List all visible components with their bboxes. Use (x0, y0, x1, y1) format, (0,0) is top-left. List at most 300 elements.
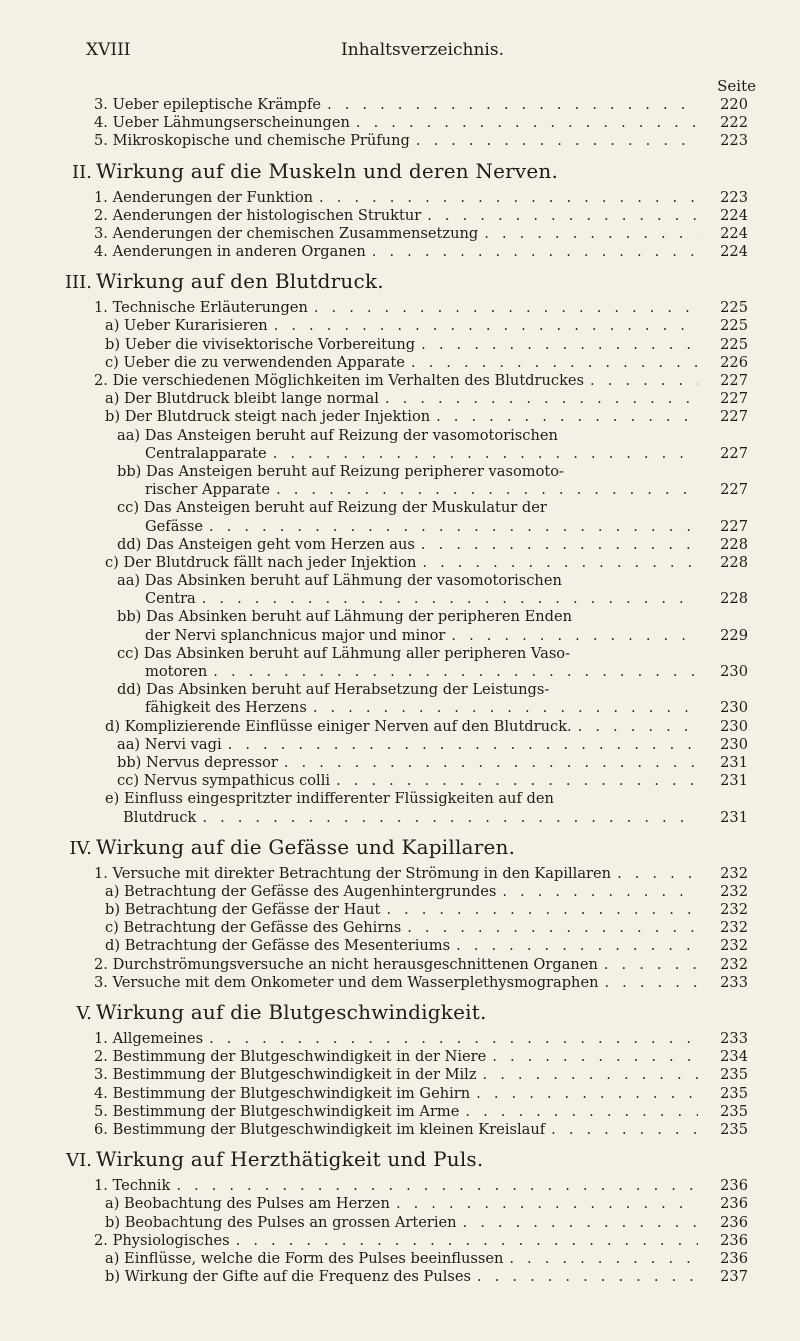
toc-entry-text: Das Ansteigen beruht auf Reizung der Muskulatur der (143, 499, 547, 517)
toc-entry-number: 1. (94, 299, 108, 317)
toc-page-number: 222 (720, 114, 748, 132)
dot-leader (421, 336, 698, 354)
toc-entry-line (94, 372, 756, 390)
toc-entry-label (105, 883, 502, 901)
toc-entry-label (105, 718, 578, 736)
toc-entry-number: dd) (117, 681, 142, 699)
toc-page-number: 223 (720, 132, 748, 150)
toc-entry-label (94, 114, 356, 132)
toc-entry-number: dd) (117, 535, 142, 553)
toc-entry-line (94, 132, 756, 150)
dot-leader (463, 1214, 698, 1232)
toc-entry (56, 1048, 756, 1066)
toc-entry-label (94, 974, 605, 992)
toc-entry-line (105, 390, 756, 408)
toc-entry-label (117, 608, 578, 626)
toc-entry-text: Das Ansteigen geht vom Herzen aus (146, 535, 415, 553)
toc-entry-number: a) (105, 390, 120, 408)
toc-entry-number: 1. (94, 1030, 108, 1048)
toc-entry-line (94, 1103, 756, 1121)
section-title: Wirkung auf die Muskeln und deren Nerven. (96, 158, 559, 183)
toc-entry-number: b) (105, 1268, 121, 1286)
toc-entry-label (94, 96, 327, 114)
toc-entry-number: d) (105, 937, 121, 955)
toc-entry-line (117, 445, 756, 463)
toc-entry-line (117, 481, 756, 499)
toc-entry (56, 790, 756, 826)
toc-page-number: 231 (720, 772, 748, 790)
dot-leader (209, 518, 698, 536)
toc-entry-label (94, 1048, 492, 1066)
toc-entry-continuation: Centralapparate (145, 444, 267, 462)
toc-entry (56, 901, 756, 919)
toc-entry-label (105, 354, 411, 372)
toc-entry-number: a) (105, 1195, 120, 1213)
dot-leader (327, 96, 698, 114)
toc-entry-label (94, 1103, 465, 1121)
toc-entry-number: 4. (94, 243, 108, 261)
toc-entry (56, 554, 756, 572)
toc-entry-continuation: Centra (145, 590, 196, 608)
toc-entry-text: Bestimmung der Blutgeschwindigkeit in der Niere (112, 1048, 487, 1066)
toc-entry-label (105, 919, 407, 937)
dot-leader (385, 390, 698, 408)
toc-page-number: 224 (720, 206, 748, 224)
toc-entry-number: bb) (117, 462, 142, 480)
toc-page-number: 225 (720, 335, 748, 353)
toc-page-number: 224 (720, 243, 748, 261)
dot-leader (386, 901, 698, 919)
toc-entry-line (105, 901, 756, 919)
toc-entry-label (94, 189, 319, 207)
toc-entry-number: 4. (94, 1084, 108, 1102)
toc-entry-label (94, 1085, 476, 1103)
toc-entry-continuation: fähigkeit des Herzens (145, 699, 307, 717)
toc-entry-text: Durchströmungsversuche an nicht herausgeschnittenen Organen (112, 955, 598, 973)
toc-entry-text: Ueber Kurarisieren (124, 317, 268, 335)
toc-entry-number: 2. (94, 1231, 108, 1249)
toc-entry-line (117, 590, 756, 608)
toc-page-number: 227 (720, 444, 748, 462)
toc-page-number: 235 (720, 1084, 748, 1102)
dot-leader (617, 865, 698, 883)
toc-entry-label (105, 554, 422, 572)
toc-entry-text: Der Blutdruck bleibt lange normal (124, 390, 379, 408)
toc-entry-text: Beobachtung des Pulses an grossen Arterien (124, 1213, 457, 1231)
toc-entry-number: c) (105, 919, 119, 937)
dot-leader (476, 1085, 698, 1103)
toc-entry-line (105, 919, 756, 937)
toc-entry-number: 2. (94, 206, 108, 224)
running-head (86, 40, 730, 66)
toc-entry-text: Einflüsse, welche die Form des Pulses beeinflussen (124, 1249, 504, 1267)
toc-entry-text: Nervus depressor (146, 753, 278, 771)
toc-entry-line (94, 189, 756, 207)
dot-leader (336, 772, 698, 790)
toc-entry (56, 1250, 756, 1268)
toc-entry (56, 189, 756, 207)
toc-entry (56, 1195, 756, 1213)
toc-entry-number: b) (105, 1213, 121, 1231)
toc-entry-text: Mikroskopische und chemische Prüfung (112, 132, 410, 150)
toc-entry-line (94, 299, 756, 317)
dot-leader (236, 1232, 698, 1250)
toc-page-number: 234 (720, 1048, 748, 1066)
toc-entry-label (117, 427, 564, 445)
toc-page-number: 227 (720, 390, 748, 408)
section-title: Wirkung auf Herzthätigkeit und Puls. (96, 1147, 484, 1172)
section-title: Wirkung auf die Blutgeschwindigkeit. (96, 1000, 487, 1025)
toc-entry-text: Das Ansteigen beruht auf Reizung der vasomotorischen (144, 426, 558, 444)
toc-page-number: 224 (720, 224, 748, 242)
toc-page-number: 228 (720, 553, 748, 571)
toc-entry-line (117, 499, 756, 517)
toc-page-number: 232 (720, 955, 748, 973)
toc-entry (56, 408, 756, 426)
toc-entry (56, 865, 756, 883)
toc-entry (56, 1085, 756, 1103)
toc-entry-number: 5. (94, 132, 108, 150)
toc-entry-line (105, 1214, 756, 1232)
toc-entry-number: 3. (94, 1066, 108, 1084)
dot-leader (477, 1268, 698, 1286)
toc-entry-label (117, 736, 228, 754)
toc-page-number: 230 (720, 735, 748, 753)
toc-page-number: 229 (720, 626, 748, 644)
dot-leader (274, 317, 698, 335)
dot-leader (372, 243, 698, 261)
toc-entry-label (94, 207, 427, 225)
seite-column-label: Seite (717, 77, 756, 95)
toc-page-number: 228 (720, 590, 748, 608)
toc-entry-label (105, 390, 385, 408)
toc-entry-label (117, 499, 553, 517)
toc-entry-line (105, 883, 756, 901)
toc-entry-line (117, 463, 756, 481)
toc-entry-number: 1. (94, 188, 108, 206)
toc-page-number: 227 (720, 517, 748, 535)
toc-entry-line (117, 754, 756, 772)
toc-entry (56, 1066, 756, 1084)
toc-entry-line (117, 736, 756, 754)
toc-entry-label (117, 572, 568, 590)
toc-entry (56, 1214, 756, 1232)
toc-entry-text: Betrachtung der Gefässe des Gehirns (123, 919, 402, 937)
toc-entry-line (105, 1195, 756, 1213)
toc-entry-line (105, 790, 756, 808)
toc-entry-number: a) (105, 882, 120, 900)
dot-leader (509, 1250, 698, 1268)
dot-leader (604, 956, 698, 974)
toc-entry-line (105, 336, 756, 354)
dot-leader (483, 1066, 698, 1084)
dot-leader (605, 974, 699, 992)
toc-entry (56, 114, 756, 132)
toc-entry-number: 4. (94, 114, 108, 132)
toc-entry-text: Der Blutdruck steigt nach jeder Injektion (124, 408, 431, 426)
dot-leader (451, 627, 698, 645)
toc-entry-number: c) (105, 553, 119, 571)
toc-entry-number: aa) (117, 735, 141, 753)
section-roman-numeral: IV. (69, 837, 92, 859)
toc-entry-line (117, 627, 756, 645)
toc-entry-text: Betrachtung der Gefässe des Augenhintergrundes (124, 882, 497, 900)
section-title: Wirkung auf den Blutdruck. (96, 269, 384, 294)
toc-entry-text: Aenderungen in anderen Organen (112, 243, 366, 261)
toc-entry-label (105, 1250, 509, 1268)
section-heading (56, 835, 756, 865)
toc-entry-text: Der Blutdruck fällt nach jeder Injektion (123, 553, 417, 571)
section-heading (56, 1000, 756, 1030)
toc-page-number: 225 (720, 299, 748, 317)
toc-entry-line (105, 718, 756, 736)
toc-entry-number: b) (105, 408, 121, 426)
toc-entry-text: Komplizierende Einflüsse einiger Nerven auf den Blutdruck. (124, 717, 572, 735)
toc-entry-text: Das Ansteigen beruht auf Reizung peripherer vasomoto- (146, 462, 564, 480)
toc-entry (56, 1232, 756, 1250)
toc-entry (56, 681, 756, 717)
toc-entry-continuation: Gefässe (145, 517, 204, 535)
toc-entry-text: Aenderungen der chemischen Zusammensetzung (112, 224, 479, 242)
toc-page-number: 227 (720, 408, 748, 426)
toc-entry (56, 243, 756, 261)
section-roman-numeral: VI. (66, 1150, 92, 1172)
toc-entry-number: bb) (117, 753, 142, 771)
toc-entry-text: Nervus sympathicus colli (143, 772, 331, 790)
section-heading (56, 1147, 756, 1177)
toc-entry-label (105, 1268, 477, 1286)
toc-entry-label (94, 1030, 209, 1048)
toc-entry-text: Ueber epileptische Krämpfe (112, 95, 322, 113)
toc-entry (56, 736, 756, 754)
toc-page-number: 227 (720, 372, 748, 390)
toc-entry-line (105, 318, 756, 336)
toc-entry (56, 883, 756, 901)
toc-entry-label (94, 1177, 176, 1195)
toc-entry (56, 132, 756, 150)
toc-entry (56, 354, 756, 372)
toc-page-number: 223 (720, 188, 748, 206)
toc-entry-text: Bestimmung der Blutgeschwindigkeit in der Milz (112, 1066, 477, 1084)
dot-leader (276, 481, 698, 499)
toc-entry-text: Aenderungen der Funktion (112, 188, 313, 206)
toc-entry-line (105, 554, 756, 572)
toc-entry-text: Das Absinken beruht auf Lähmung aller peripheren Vaso- (143, 644, 571, 662)
toc-entry-line (94, 865, 756, 883)
toc-entry-label (94, 225, 484, 243)
dot-leader (213, 663, 698, 681)
toc-entry-line (117, 518, 756, 536)
toc-entry-line (94, 96, 756, 114)
toc-page-number: 233 (720, 1030, 748, 1048)
toc-entry (56, 938, 756, 956)
toc-entry (56, 645, 756, 681)
toc-page-number: 231 (720, 753, 748, 771)
toc-entry-line (117, 681, 756, 699)
toc-entry (56, 499, 756, 535)
toc-entry-text: Aenderungen der histologischen Struktur (112, 206, 422, 224)
dot-leader (202, 809, 698, 827)
dot-leader (590, 372, 698, 390)
toc-entry-text: Wirkung der Gifte auf die Frequenz des Pulses (124, 1268, 472, 1286)
toc-entry-label (94, 1232, 236, 1250)
toc-entry-continuation: der Nervi splanchnicus major und minor (145, 626, 446, 644)
toc-entry-number: cc) (117, 644, 140, 662)
toc-page-number: 226 (720, 353, 748, 371)
section-title: Wirkung auf die Gefässe und Kapillaren. (96, 834, 516, 859)
toc-entry-line (117, 699, 756, 717)
toc-page-number: 230 (720, 717, 748, 735)
toc-entry-label (105, 408, 436, 426)
toc-page-number: 232 (720, 882, 748, 900)
toc-entry-text: Betrachtung der Gefässe des Mesenteriums (124, 937, 451, 955)
toc-entry-text: Das Absinken beruht auf Herabsetzung der Leistungs- (146, 681, 550, 699)
toc-entry-text: Das Absinken beruht auf Lähmung der peripheren Enden (146, 608, 572, 626)
toc-entry (56, 609, 756, 645)
dot-leader (427, 207, 698, 225)
toc-entry-number: bb) (117, 608, 142, 626)
toc-entry-continuation: Blutdruck (123, 808, 197, 826)
toc-entry-number: d) (105, 717, 121, 735)
toc-entry (56, 772, 756, 790)
toc-entry-label (117, 681, 555, 699)
toc-entry-line (94, 243, 756, 261)
toc-entry-line (105, 1268, 756, 1286)
toc-entry-number: 6. (94, 1120, 108, 1138)
toc-entry (56, 463, 756, 499)
dot-leader (209, 1030, 698, 1048)
toc-entry-line (105, 354, 756, 372)
toc-entry-text: Technik (112, 1177, 171, 1195)
toc-entry-line (94, 1121, 756, 1139)
running-title: Inhaltsverzeichnis. (341, 40, 504, 60)
toc-entry-line (117, 663, 756, 681)
toc-entry-text: Ueber die zu verwendenden Apparate (123, 353, 405, 371)
toc-entry-text: Betrachtung der Gefässe der Haut (124, 901, 381, 919)
toc-entry (56, 1121, 756, 1139)
toc-entry-continuation: motoren (145, 663, 208, 681)
dot-leader (456, 937, 698, 955)
dot-leader (421, 536, 698, 554)
dot-leader (502, 883, 698, 901)
toc-entry (56, 390, 756, 408)
toc-page-number: 232 (720, 937, 748, 955)
toc-entry-line (94, 1066, 756, 1084)
toc-entry-number: c) (105, 353, 119, 371)
toc-page-number: 232 (720, 901, 748, 919)
toc-entry-number: 3. (94, 973, 108, 991)
toc-entry-text: Die verschiedenen Möglichkeiten im Verhalten des Blutdruckes (112, 372, 585, 390)
toc-page-number: 232 (720, 919, 748, 937)
toc-entry-label (94, 865, 617, 883)
toc-page-number: 236 (720, 1249, 748, 1267)
toc-entry-number: 1. (94, 864, 108, 882)
table-of-contents (56, 96, 756, 1286)
toc-entry-line (117, 609, 756, 627)
dot-leader (176, 1177, 698, 1195)
toc-entry-number: cc) (117, 772, 140, 790)
toc-entry (56, 96, 756, 114)
section-roman-numeral: II. (72, 161, 92, 183)
dot-leader (484, 225, 698, 243)
toc-entry-text: Das Absinken beruht auf Lähmung der vasomotorischen (144, 572, 562, 590)
toc-entry-number: a) (105, 317, 120, 335)
toc-entry (56, 1030, 756, 1048)
toc-page-number: 236 (720, 1231, 748, 1249)
dot-leader (416, 132, 698, 150)
toc-entry (56, 718, 756, 736)
toc-entry (56, 754, 756, 772)
toc-entry-number: aa) (117, 426, 141, 444)
toc-entry-label (94, 956, 604, 974)
toc-entry-text: Bestimmung der Blutgeschwindigkeit im Arme (112, 1102, 460, 1120)
toc-entry (56, 372, 756, 390)
toc-page-number: 227 (720, 481, 748, 499)
dot-leader (436, 408, 698, 426)
dot-leader (228, 736, 698, 754)
toc-entry-line (94, 1085, 756, 1103)
toc-entry-text: Allgemeines (112, 1030, 204, 1048)
toc-page-number: 236 (720, 1213, 748, 1231)
dot-leader (273, 445, 698, 463)
toc-entry-line (117, 536, 756, 554)
toc-entry (56, 318, 756, 336)
toc-entry-text: Versuche mit direkter Betrachtung der Strömung in den Kapillaren (112, 864, 612, 882)
toc-page-number: 228 (720, 535, 748, 553)
toc-entry (56, 919, 756, 937)
dot-leader (578, 718, 698, 736)
toc-entry-text: Ueber die vivisektorische Vorbereitung (124, 335, 416, 353)
toc-entry-line (94, 1030, 756, 1048)
toc-page-number: 230 (720, 699, 748, 717)
toc-entry-number: b) (105, 335, 121, 353)
toc-entry (56, 225, 756, 243)
toc-entry-number: a) (105, 1249, 120, 1267)
toc-entry-label (105, 1214, 463, 1232)
toc-entry-label (94, 372, 590, 390)
toc-entry-line (94, 1177, 756, 1195)
toc-entry-line (105, 938, 756, 956)
dot-leader (411, 354, 698, 372)
toc-entry-line (117, 427, 756, 445)
section-roman-numeral: III. (64, 272, 92, 294)
toc-entry-label (105, 790, 560, 808)
toc-entry-line (117, 772, 756, 790)
toc-entry-label (117, 772, 336, 790)
toc-entry-line (94, 207, 756, 225)
dot-leader (314, 299, 698, 317)
toc-entry-label (105, 901, 386, 919)
toc-entry-label (117, 754, 284, 772)
toc-page-number: 235 (720, 1120, 748, 1138)
toc-page-number: 220 (720, 95, 748, 113)
toc-page-number: 235 (720, 1102, 748, 1120)
toc-entry-line (117, 645, 756, 663)
toc-entry-text: Physiologisches (112, 1231, 230, 1249)
toc-entry-label (94, 243, 372, 261)
dot-leader (319, 189, 698, 207)
toc-entry-number: 3. (94, 95, 108, 113)
dot-leader (465, 1103, 698, 1121)
toc-entry-label (94, 1121, 551, 1139)
dot-leader (313, 699, 698, 717)
toc-entry-number: 3. (94, 224, 108, 242)
toc-entry-number: 2. (94, 372, 108, 390)
toc-entry-number: 5. (94, 1102, 108, 1120)
toc-entry-text: Einfluss eingespritzter indifferenter Flüssigkeiten auf den (123, 790, 554, 808)
toc-entry (56, 572, 756, 608)
toc-page-number: 231 (720, 808, 748, 826)
